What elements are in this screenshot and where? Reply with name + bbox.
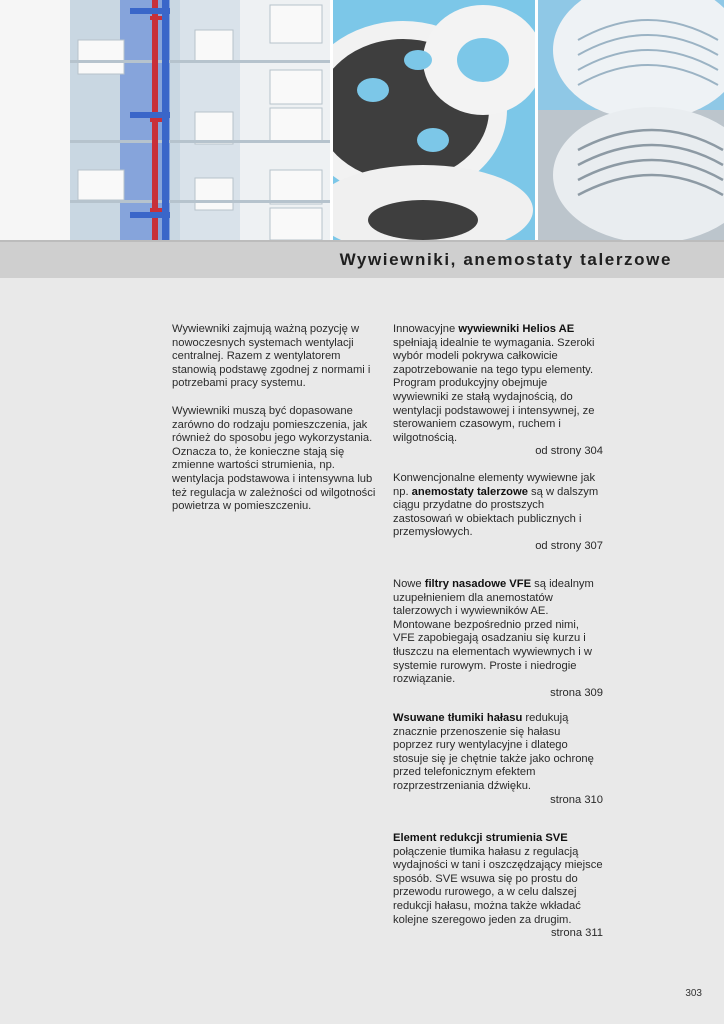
text-span: Innowacyjne	[393, 323, 459, 335]
page-title: Wywiewniki, anemostaty talerzowe	[339, 250, 672, 269]
highlight-filtry-vfe: filtry nasadowe VFE	[424, 578, 532, 590]
sve-description: połączenie tłumika hałasu z regulacją wydajności w tani i oszczędzający miejsce sposób. SVE wsuwa się po prostu do przewodu rurowego, a w celu dalszej redukcji hałasu, można także wkładać kolejne szeregowo jeden za drugim.	[393, 845, 603, 926]
text-span: spełniają idealnie te wymagania. Szeroki wybór modeli pokrywa całkowicie zapotrzebowanie na tego typu elementy. Program produkcyjny obejmuje wywiewniki ze stałą wydajnością, do wentylacji podstawowej i intensywnej, ze sterowaniem czasowym, ruchem i wilgotnością.	[393, 336, 595, 444]
highlight-helios-ae: wywiewniki Helios AE	[458, 323, 575, 335]
building-ventilation-photo	[0, 0, 330, 240]
section-helios-ae	[393, 323, 603, 459]
text-span: Konwencjonalne elementy wywiewne jak np.	[393, 472, 596, 498]
section-filtry-vfe	[393, 578, 603, 700]
page-reference-304: od strony 304	[535, 445, 603, 458]
page-reference-309: strona 309	[550, 686, 603, 699]
page-number: 303	[685, 988, 702, 999]
text-span: są idealnym uzupełnieniem dla anemostatów talerzowych i wywiewników AE. Montowane bezpośrednio przed nimi, VFE zapobiegają osadzaniu się kurzu i tłuszczu na elementach wywiewnych i w systemie rurowym. Proste i niedrogie rozwiązanie.	[393, 578, 594, 686]
left-paragraph-1: Wywiewniki zajmują ważną pozycję w nowoczesnych systemach wentylacji centralnej. Razem z wentylatorem stanowią podstawę zgodnej z normami i potrzebami pracy systemu.	[172, 323, 371, 390]
highlight-sve: Element redukcji strumienia SVE	[393, 832, 568, 844]
left-column	[172, 323, 382, 514]
highlight-tlumiki: Wsuwane tłumiki hałasu	[393, 712, 523, 724]
section-anemostaty	[393, 472, 603, 554]
filter-discs-photo	[333, 0, 535, 240]
disc-valve-photo	[538, 0, 724, 240]
page-reference-307: od strony 307	[535, 539, 603, 552]
section-tlumiki	[393, 712, 603, 807]
text-span: są w dalszym ciągu przydatne do prostszych zastosowań w obiektach publicznych i przemysłowych.	[393, 485, 599, 539]
highlight-anemostaty: anemostaty talerzowe	[411, 485, 528, 498]
title-bar	[0, 240, 724, 278]
left-paragraph-2: Wywiewniki muszą być dopasowane zarówno do rodzaju pomieszczenia, jak również do sposobu jego wykorzystania. Oznacza to, że konieczne stają się zmienne wartości strumienia, np. wentylacja podstawowa i intensywna lub też regulacja w zależności od wilgotności powietrza w pomieszczeniu.	[172, 404, 376, 513]
page-reference-310: strona 310	[550, 793, 603, 806]
page-reference-311: strona 311	[550, 927, 603, 940]
text-span: Nowe	[393, 578, 425, 590]
text-span: redukują znacznie przenoszenie się hałasu poprzez rury wentylacyjne i dlatego stosuje się je chętnie także jako ochronę przed telefonicznym efektem rozprzestrzeniania dźwięku.	[393, 712, 594, 792]
header-image-strip	[0, 0, 724, 240]
section-sve	[393, 832, 603, 941]
